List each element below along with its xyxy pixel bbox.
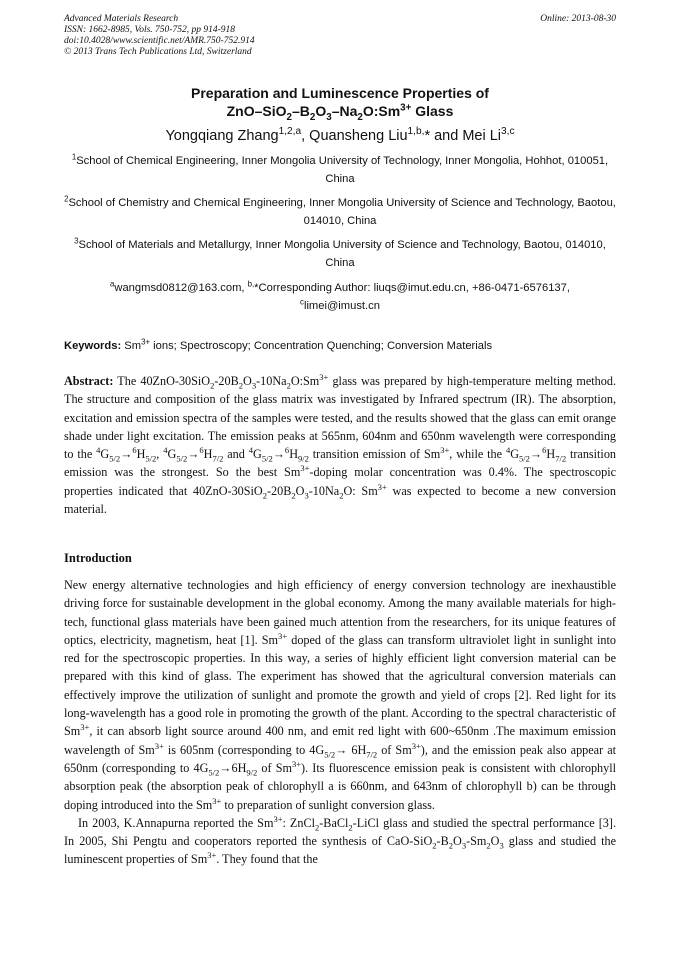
affiliation-1: $^1$School of Chemical Engineering, Inner Mongolia University of Technology, Inner Mongolia, Hohhot, 010051, China [71,152,609,185]
email-a: wangmsd0812@163.com, [114,282,248,294]
journal-issn: ISSN: 1662-8985, Vols. 750-752, pp 914-918 [64,25,235,35]
title-line-2: ZnO–$SiO_2-B_2O_3-Na_2O:Sm^{3+}$ Glass [226,102,454,123]
author-3: and Mei Li [430,128,502,144]
abstract: Abstract: The $40ZnO-30SiO_2-20B_2O_3-10Na_2O:Sm^{3+}$ glass was prepared by high-temperature melting method. The structure and composition of the glass matrix was investigated by Infrared spectrum (IR). The absorption, excitation and emission spectra of the samples were tested, and the results showed that the glass can emit orange shade under light excitation. The emission peaks at 565nm, 604nm and 650nm wavelength were corresponding to the $^4G_{5/2}\to^6H_{5/2}$, $^4G_{5/2}\to^6H_{7/2}$ and $^4G_{5/2}\to^6H_{9/2}$ transition emission of $Sm^{3+}$, while the $^4G_{5/2}\to^6H_{7/2}$ transition emission was the strongest. So the best $Sm^{3+}$-doping molar concentration was 0.4%. The spectroscopic properties indicated that $40ZnO-30SiO_2-20B_2O_3-10Na_2O$: $Sm^{3+}$ was expected to become a new conversion material. [64,371,617,517]
affiliation-3: $^3$School of Materials and Metallurgy, Inner Mongolia University of Science and Technology, Baotou, 014010, China [74,236,606,269]
paper-title [64,84,616,123]
affiliation-2: $^2$School of Chemistry and Chemical Engineering, Inner Mongolia University of Science and Technology, Baotou, 014010, China [64,194,616,227]
keywords: Keywords: $Sm^{3+}$ ions; Spectroscopy; Concentration Quenching; Conversion Materials [64,337,493,352]
journal-copyright: © 2013 Trans Tech Publications Ltd, Switzerland [64,47,252,57]
intro-paragraph-1: New energy alternative technologies and high efficiency of energy conversion technology are inexhaustible driving force for sustainable development in the global economy. Among the many available materials for high-tech, functional glass materials have been gained much attention from the researchers, for its unique features of optics, electricity, magnetism, heat [1]. $Sm^{3+}$ doped of the glass can transform ultraviolet light in sunlight into red for the spectroscopic properties. In this way, a series of highly efficient light conversion material can be prepared with this kind of glass. The experiment has showed that the agricultural conversion materials can effectively improve the utilization of sunlight and promote the growth and yield of crops [2]. Red light for its long-wavelength has a good role in promoting the growth of the plant. According to the spectral characteristic of $Sm^{3+}$, it can absorb light source around 400 nm, and emit red light with 600~650nm .The maximum emission wavelength of $Sm^{3+}$ is 605nm (corresponding to $4G_{5/2}\to 6H_{7/2}$ of $Sm^{3+}$), and the emission peak also appear at 650nm (corresponding to $4G_{5/2}\to 6H_{9/2}$ of $Sm^{3+}$). Its fluorescence emission peak is consistent with chlorophyll absorption peak (the absorption peak of chlorophyll a is 660nm, and 643nm of chlorophyll b) can be through doping introduced into the $Sm^{3+}$ to preparation of sunlight conversion glass. [64,578,616,812]
online-date: Online: 2013-08-30 [540,14,616,24]
author-emails: $^a$wangmsd0812@163.com, $^{b,}$*Corresponding Author: liuqs@imut.edu.cn, +86-0471-6576137, $^c$limei@imust.cn [110,279,570,312]
author-1: Yongqiang Zhang [165,128,279,144]
intro-paragraph-2: In 2003, K.Annapurna reported the $Sm^{3+}$: ZnCl$_2$-BaCl$_2$-LiCl glass and studied the spectral performance [3]. In 2005, Shi Pengtu and cooperators reported the synthesis of CaO-$SiO_2-B_2O_3-Sm_2O_3$ glass and studied the luminescent properties of $Sm^{3+}$. They found that the [64,813,616,867]
title-line-1: Preparation and Luminescence Properties of [191,85,489,101]
author-list: Yongqiang Zhang$^{1,2,a}$, Quansheng Liu$^{1,b,}$* and Mei Li$^{3,c}$ [165,126,515,144]
journal-header [64,14,616,58]
introduction-heading: Introduction [64,551,132,565]
abstract-label: Abstract: [64,374,114,388]
email-c: limei@imust.cn [303,300,380,312]
introduction-body [64,576,616,869]
journal-doi: doi:10.4028/www.scientific.net/AMR.750-752.914 [64,36,255,46]
keywords-label: Keywords: [64,340,122,352]
author-2: , Quansheng Liu [301,128,408,144]
journal-name: Advanced Materials Research [64,14,179,24]
email-b: *Corresponding Author: liuqs@imut.edu.cn, +86-0471-6576137, [254,282,570,294]
